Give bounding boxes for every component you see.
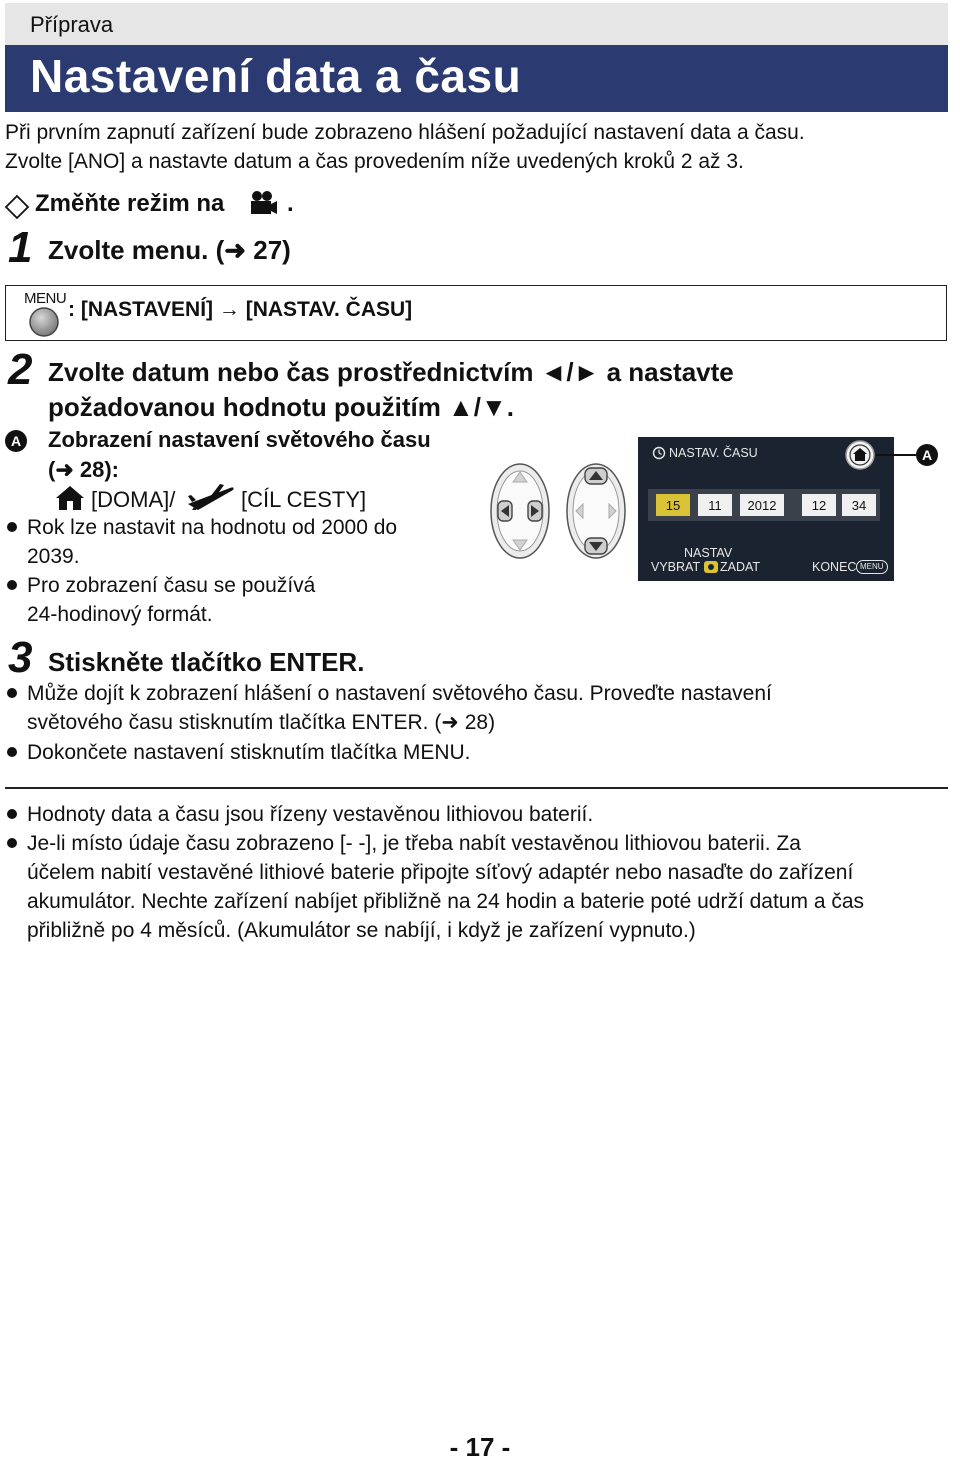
bullet-world-time-line-1: Může dojít k zobrazení hlášení o nastavení světového času. Proveďte nastavení	[27, 682, 772, 705]
menu-button-icon	[28, 306, 60, 338]
home-label: [DOMA]/	[91, 487, 176, 512]
menu-path-text: : [NASTAVENÍ] → [NASTAV. ČASU]	[68, 298, 413, 321]
bullet	[7, 522, 17, 532]
callout-line	[876, 454, 916, 456]
page-number: - 17 -	[449, 1432, 511, 1462]
lcd-title: NASTAV. ČASU	[669, 446, 758, 460]
note-a-line-2: (➜ 28):	[48, 457, 119, 482]
step0-period: .	[287, 190, 294, 217]
step0-text: Změňte režim na	[35, 190, 225, 217]
lcd-field-hour: 12	[802, 494, 836, 516]
world-time-home-icon	[844, 439, 876, 471]
bullet-24h-line-2: 24-hodinový formát.	[27, 603, 213, 626]
divider-rule	[5, 787, 948, 789]
menu-label: MENU	[24, 290, 67, 307]
destination-label: [CÍL CESTY]	[241, 487, 367, 512]
home-icon	[55, 484, 85, 512]
step2-line-2: požadovanou hodnotu použitím ▲/▼.	[48, 392, 514, 422]
note-charge-line-1: Je-li místo údaje času zobrazeno [- -], je třeba nabít vestavěnou lithiovou baterii. Za	[27, 832, 801, 855]
marker-a-badge: A	[5, 430, 27, 452]
bullet-finish: Dokončete nastavení stisknutím tlačítka MENU.	[27, 741, 471, 764]
bullet-24h-line-1: Pro zobrazení času se používá	[27, 574, 316, 597]
page-title: Nastavení data a času	[30, 50, 522, 102]
bullet-world-time-line-2: světového času stisknutím tlačítka ENTER. (➜ 28)	[27, 711, 496, 734]
lcd-footer-exit: KONEC	[812, 560, 857, 574]
joystick-mini-icon	[703, 560, 719, 574]
step3-number: 3	[8, 633, 33, 682]
section-name: Příprava	[30, 12, 114, 37]
step1-text: Zvolte menu. (➜ 27)	[48, 235, 291, 265]
bullet	[7, 688, 17, 698]
lcd-field-year: 2012	[740, 494, 784, 516]
note-charge-line-4: přibližně po 4 měsíců. (Akumulátor se nabíjí, i když je zařízení vypnuto.)	[27, 919, 696, 942]
lcd-field-day: 15	[656, 494, 690, 516]
airplane-icon	[186, 482, 236, 512]
lcd-field-month: 11	[698, 494, 732, 516]
step2-number: 2	[8, 345, 33, 394]
step2-line-1: Zvolte datum nebo čas prostřednictvím ◄/► a nastavte	[48, 357, 734, 387]
clock-icon	[652, 446, 666, 460]
bullet	[7, 809, 17, 819]
note-charge-line-2: účelem nabití vestavěné lithiové baterie připojte síťový adaptér nebo nasaďte do zařízení	[27, 861, 854, 884]
intro-line-2: Zvolte [ANO] a nastavte datum a čas provedením níže uvedených kroků 2 až 3.	[5, 150, 744, 173]
lcd-field-minute: 34	[842, 494, 876, 516]
bullet-year-line-1: Rok lze nastavit na hodnotu od 2000 do	[27, 516, 398, 539]
diamond-icon	[4, 194, 30, 220]
bullet-year-line-2: 2039.	[27, 545, 80, 568]
note-battery: Hodnoty data a času jsou řízeny vestavěnou lithiovou baterií.	[27, 803, 594, 826]
step1-number: 1	[8, 223, 33, 272]
joystick-up-down-icon	[565, 462, 627, 560]
lcd-footer-set: NASTAV	[684, 546, 733, 560]
lcd-menu-badge: MENU	[856, 560, 888, 574]
bullet	[7, 838, 17, 848]
lcd-footer-enter: ZADAT	[720, 560, 761, 574]
lcd-footer-select: VYBRAT	[651, 560, 701, 574]
bullet	[7, 747, 17, 757]
joystick-left-right-icon	[489, 462, 551, 560]
section-header-bar	[5, 3, 948, 45]
bullet	[7, 580, 17, 590]
video-camera-icon	[249, 190, 279, 216]
lcd-marker-a: A	[916, 444, 938, 466]
note-a-line-1: Zobrazení nastavení světového času	[48, 427, 431, 452]
step3-text: Stiskněte tlačítko ENTER.	[48, 647, 365, 677]
intro-line-1: Při prvním zapnutí zařízení bude zobrazeno hlášení požadující nastavení data a času.	[5, 121, 805, 144]
note-charge-line-3: akumulátor. Nechte zařízení nabíjet přibližně na 24 hodin a baterie poté udrží datum a čas	[27, 890, 865, 913]
